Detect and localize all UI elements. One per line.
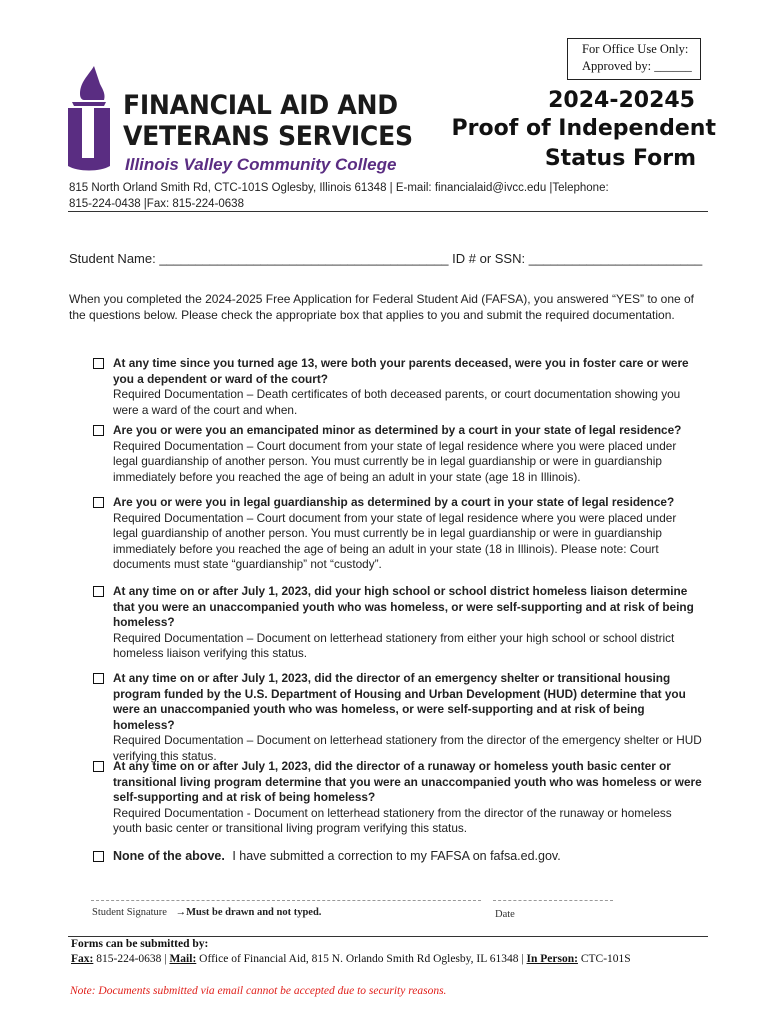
- question-heading: Are you or were you an emancipated minor as determined by a court in your state of legal residence?: [113, 423, 682, 437]
- fax-label: Fax:: [71, 953, 94, 965]
- submit-heading: Forms can be submitted by:: [71, 938, 209, 950]
- date-label: Date: [495, 909, 515, 920]
- form-title-line1: Proof of Independent: [451, 116, 716, 141]
- checkbox[interactable]: [93, 673, 104, 684]
- in-person-location: CTC-101S: [580, 953, 631, 965]
- question-item: [93, 759, 703, 837]
- checkbox[interactable]: [93, 851, 104, 862]
- intro-paragraph: When you completed the 2024-2025 Free Application for Federal Student Aid (FAFSA), you answered “YES” to one of the questions below. Please check the appropriate box that applies to you and submit the required documentation.: [69, 292, 695, 322]
- question-heading: At any time since you turned age 13, were both your parents deceased, were you in foster care or were you a dependent or ward of the court?: [113, 356, 689, 386]
- signature-caption: Student Signature: [92, 907, 167, 918]
- footer-divider: [68, 936, 708, 937]
- mail-address: Office of Financial Aid, 815 N. Orlando Smith Rd Oglesby, IL 61348 |: [199, 953, 524, 965]
- none-heading: None of the above.: [113, 849, 225, 863]
- required-documentation: Required Documentation – Document on letterhead stationery from the director of the emergency shelter or HUD verifying this status.: [113, 733, 702, 763]
- checkbox[interactable]: [93, 358, 104, 369]
- ivcc-flame-logo-icon: [66, 66, 112, 174]
- required-documentation: Required Documentation - Document on letterhead stationery from the director of the runaway or homeless youth basic center or transitional living program verifying this status.: [113, 805, 672, 835]
- none-option: [93, 849, 703, 865]
- none-text: I have submitted a correction to my FAFSA on fafsa.ed.gov.: [232, 849, 561, 863]
- office-use-label: For Office Use Only:: [582, 42, 689, 56]
- mail-label: Mail:: [169, 953, 197, 965]
- question-item: [93, 356, 703, 418]
- signature-line[interactable]: [91, 900, 481, 901]
- in-person-label: In Person:: [526, 953, 578, 965]
- contact-info: 815 North Orland Smith Rd, CTC-101S Oglesby, Illinois 61348 | E-mail: financialaid@ivcc.edu |Telephone: 815-224-0438 |Fax: 815-224-0638: [69, 182, 609, 210]
- required-documentation: Required Documentation – Court document from your state of legal residence where you were placed under legal guardianship of another person. You must currently be in legal guardianship or were in guardianship immediately before you reached the age of being an adult in your state (18 in Illinois). Please note: Court documents must state “guardianship” not “custody”.: [113, 510, 677, 571]
- form-title-line2: Status Form: [544, 146, 696, 171]
- question-heading: At any time on or after July 1, 2023, did the director of an emergency shelter or transitional housing program funded by the U.S. Department of Housing and Urban Development (HUD) determine that you were an unaccompanied youth who was homeless, or were self-supporting and at risk of being homeless?: [113, 671, 686, 732]
- office-use-box: [567, 38, 701, 80]
- required-documentation: Required Documentation – Document on letterhead stationery from either your high school or school district homeless liaison verifying this status.: [113, 630, 675, 660]
- fax-number: 815-224-0638 |: [96, 953, 167, 965]
- question-item: [93, 584, 703, 662]
- submit-info: [71, 953, 631, 965]
- question-heading: Are you or were you in legal guardianship as determined by a court in your state of legal residence?: [113, 495, 675, 509]
- checkbox[interactable]: [93, 425, 104, 436]
- question-item: [93, 671, 703, 764]
- question-heading: At any time on or after July 1, 2023, did your high school or school district homeless liaison determine that you were an unaccompanied youth who was homeless, or were self-supporting and at risk of being homeless?: [113, 584, 694, 629]
- checkbox[interactable]: [93, 586, 104, 597]
- signature-label: [92, 907, 321, 918]
- question-item: [93, 495, 703, 573]
- student-name-id-field[interactable]: Student Name: ________________________________________ ID # or SSN: ________________________: [69, 251, 703, 266]
- college-name: Illinois Valley Community College: [125, 155, 397, 174]
- required-documentation: Required Documentation – Death certificates of both deceased parents, or court documentation showing you were a ward of the court and when.: [113, 387, 681, 417]
- date-line[interactable]: [493, 900, 613, 901]
- signature-note: →Must be drawn and not typed.: [175, 907, 322, 918]
- logo-text-line2: VETERANS SERVICES: [123, 121, 413, 152]
- header-divider: [68, 211, 708, 212]
- approved-by-field[interactable]: Approved by: ______: [582, 59, 692, 73]
- question-item: [93, 423, 703, 485]
- logo-text-line1: FINANCIAL AID AND: [123, 90, 398, 121]
- question-heading: At any time on or after July 1, 2023, did the director of a runaway or homeless youth basic center or transitional living program determine that you were an unaccompanied youth who was homeless or were self-supporting and at risk of being homeless?: [113, 759, 702, 804]
- email-warning-note: Note: Documents submitted via email cannot be accepted due to security reasons.: [70, 985, 447, 997]
- required-documentation: Required Documentation – Court document from your state of legal residence where you were placed under legal guardianship of another person. You must currently be in legal guardianship or were in guardianship immediately before you reached the age of being an adult in your state (age 18 in Illinois).: [113, 438, 677, 484]
- checkbox[interactable]: [93, 761, 104, 772]
- form-year: 2024-20245: [548, 88, 695, 113]
- checkbox[interactable]: [93, 497, 104, 508]
